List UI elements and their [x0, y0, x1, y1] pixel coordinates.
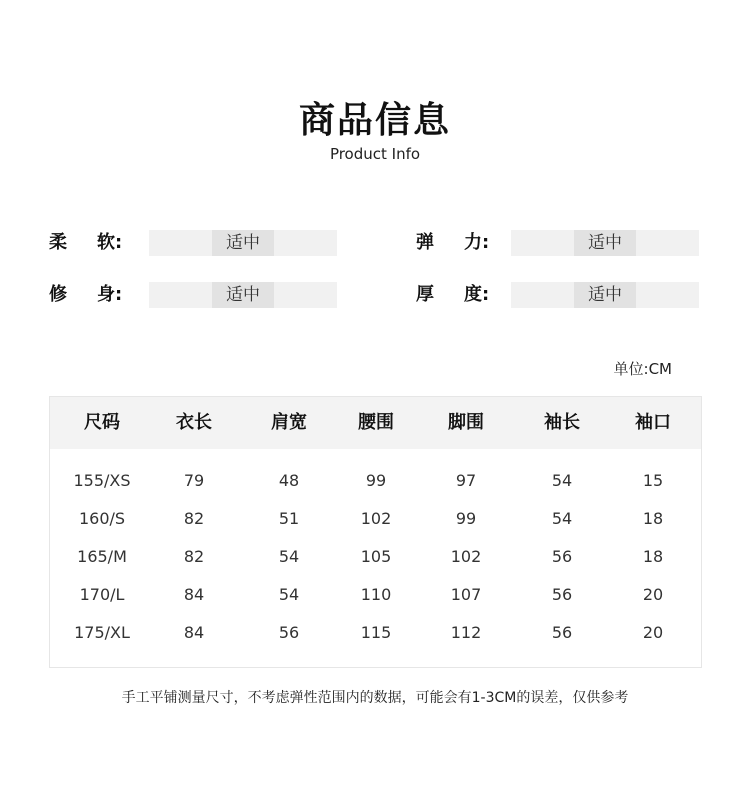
table-cell: 102 — [360, 509, 392, 528]
table-cell: 155/XS — [73, 471, 131, 490]
table-cell: 82 — [183, 509, 205, 528]
table-cell: 99 — [455, 509, 477, 528]
table-header-cell: 袖口 — [635, 412, 671, 433]
table-cell: 51 — [278, 509, 300, 528]
table-cell: 165/M — [77, 547, 127, 566]
table-cell: 84 — [183, 585, 205, 604]
attribute-value-bar — [511, 230, 699, 256]
attribute-value-bar — [511, 282, 699, 308]
table-cell: 84 — [183, 623, 205, 642]
table-header-cell: 袖长 — [544, 412, 580, 433]
attribute-value: 适中 — [574, 282, 636, 308]
table-cell: 15 — [642, 471, 664, 490]
table-cell: 110 — [360, 585, 392, 604]
table-header-cell: 尺码 — [84, 412, 120, 433]
table-cell: 107 — [450, 585, 482, 604]
table-cell: 54 — [278, 585, 300, 604]
measurement-note: 手工平铺测量尺寸，不考虑弹性范围内的数据，可能会有1-3CM的误差，仅供参考 — [121, 690, 629, 706]
table-cell: 97 — [455, 471, 477, 490]
attribute-label-char: 柔 — [49, 232, 67, 253]
attribute-label-char: 软: — [97, 232, 123, 253]
table-row — [50, 614, 701, 652]
attribute-value: 适中 — [212, 282, 274, 308]
attribute-value: 适中 — [574, 230, 636, 256]
attribute-value-bar — [149, 282, 337, 308]
table-cell: 56 — [551, 585, 573, 604]
table-cell: 82 — [183, 547, 205, 566]
table-cell: 175/XL — [74, 623, 130, 642]
table-row — [50, 462, 701, 500]
table-cell: 18 — [642, 509, 664, 528]
table-header — [50, 397, 701, 449]
table-row — [50, 500, 701, 538]
table-cell: 160/S — [78, 509, 126, 528]
table-cell: 48 — [278, 471, 300, 490]
table-cell: 56 — [551, 623, 573, 642]
table-cell: 170/L — [79, 585, 125, 604]
attribute-value: 适中 — [212, 230, 274, 256]
page-title: 商品信息 — [298, 100, 451, 141]
table-cell: 99 — [365, 471, 387, 490]
table-header-cell: 脚围 — [448, 412, 484, 433]
attribute-label-char: 身: — [97, 284, 123, 305]
table-cell: 54 — [551, 471, 573, 490]
table-cell: 54 — [278, 547, 300, 566]
table-row — [50, 576, 701, 614]
table-cell: 102 — [450, 547, 482, 566]
unit-label: 单位:CM — [613, 360, 672, 378]
attribute-label-char: 度: — [464, 284, 490, 305]
table-header-cell: 腰围 — [358, 412, 394, 433]
table-cell: 20 — [642, 623, 664, 642]
table-cell: 54 — [551, 509, 573, 528]
table-cell: 56 — [278, 623, 300, 642]
table-cell: 79 — [183, 471, 205, 490]
attribute-label-char: 修 — [49, 284, 67, 305]
size-table — [49, 396, 702, 668]
table-cell: 56 — [551, 547, 573, 566]
attribute-label-char: 力: — [464, 232, 490, 253]
table-header-cell: 衣长 — [176, 412, 212, 433]
table-cell: 115 — [360, 623, 392, 642]
attribute-label-char: 弹 — [416, 232, 434, 253]
table-cell: 18 — [642, 547, 664, 566]
attribute-label-char: 厚 — [416, 284, 434, 305]
table-header-cell: 肩宽 — [271, 412, 307, 433]
table-cell: 105 — [360, 547, 392, 566]
table-cell: 112 — [450, 623, 482, 642]
page-subtitle: Product Info — [329, 145, 421, 163]
attribute-value-bar — [149, 230, 337, 256]
table-row — [50, 538, 701, 576]
table-cell: 20 — [642, 585, 664, 604]
